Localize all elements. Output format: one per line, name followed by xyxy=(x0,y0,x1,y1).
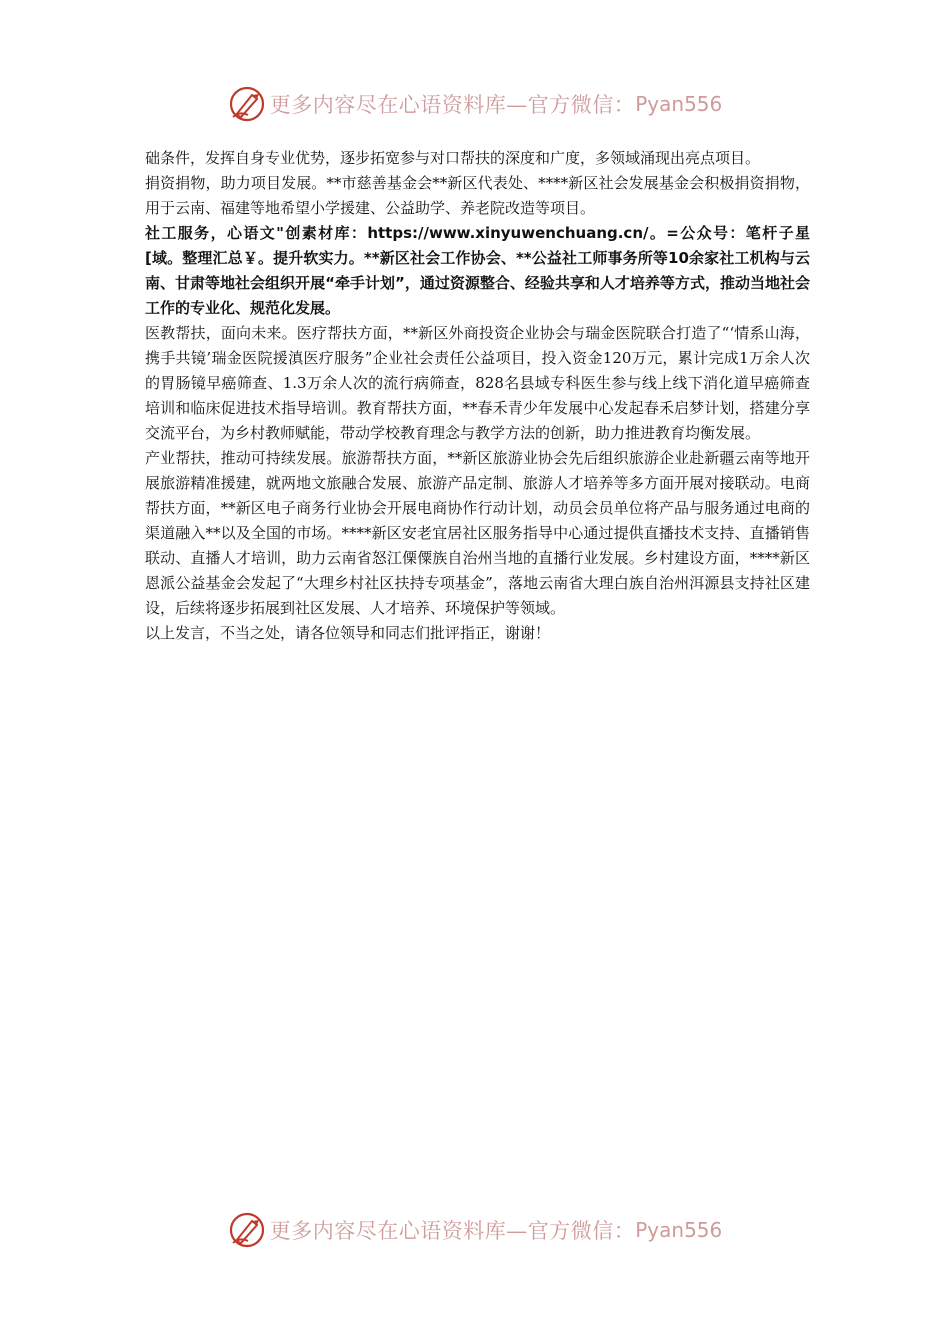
pen-nib-logo-icon xyxy=(228,1211,266,1249)
paragraph-3: 社工服务，心语文"创素材库：https://www.xinyuwenchuang.cn/。=公众号：笔杆子星[域。整理汇总￥。提升软实力。**新区社会工作协会、**公益社工师事务所等10余家社工机构与云南、甘肃等地社会组织开展“牵手计划”，通过资源整合、经验共享和人才培养等方式，推动当地社会工作的专业化、规范化发展。 xyxy=(145,224,810,317)
paragraph-2: 捐资捐物，助力项目发展。**市慈善基金会**新区代表处、****新区社会发展基金会积极捐资捐物，用于云南、福建等地希望小学援建、公益助学、养老院改造等项目。 xyxy=(145,174,810,217)
paragraph-5: 产业帮扶，推动可持续发展。旅游帮扶方面，**新区旅游业协会先后组织旅游企业赴新疆云南等地开展旅游精准援建，就两地文旅融合发展、旅游产品定制、旅游人才培养等多方面开展对接联动。电商帮扶方面，**新区电子商务行业协会开展电商协作行动计划，动员会员单位将产品与服务通过电商的渠道融入**以及全国的市场。****新区安老宜居社区服务指导中心通过提供直播技术支持、直播销售联动、直播人才培训，助力云南省怒江傈僳族自治州当地的直播行业发展。乡村建设方面，****新区恩派公益基金会发起了“大理乡村社区扶持专项基金”，落地云南省大理白族自治州洱源县支持社区建设，后续将逐步拓展到社区发展、人才培养、环境保护等领域。 xyxy=(145,449,810,617)
paragraph-1: 础条件，发挥自身专业优势，逐步拓宽参与对口帮扶的深度和广度，多领域涌现出亮点项目。 xyxy=(145,149,761,167)
paragraph-6: 以上发言，不当之处，请各位领导和同志们批评指正，谢谢！ xyxy=(145,624,551,642)
pen-nib-logo-icon xyxy=(228,85,266,123)
header-banner xyxy=(0,84,950,124)
banner-text: 更多内容尽在心语资料库—官方微信： xyxy=(269,1219,636,1243)
document-body xyxy=(145,146,810,646)
wechat-id: Pyan556 xyxy=(635,1218,723,1242)
wechat-id: Pyan556 xyxy=(635,92,723,116)
paragraph-4: 医教帮扶，面向未来。医疗帮扶方面，**新区外商投资企业协会与瑞金医院联合打造了“‘情系山海，携手共镜’瑞金医院援滇医疗服务”企业社会责任公益项目，投入资金120万元，累计完成1万余人次的胃肠镜早癌筛查、1.3万余人次的流行病筛查，828名县域专科医生参与线上线下消化道早癌筛查培训和临床促进技术指导培训。教育帮扶方面，**春禾青少年发展中心发起春禾启梦计划，搭建分享交流平台，为乡村教师赋能，带动学校教育理念与教学方法的创新，助力推进教育均衡发展。 xyxy=(145,324,810,442)
banner-text: 更多内容尽在心语资料库—官方微信： xyxy=(269,93,636,117)
footer-banner xyxy=(0,1210,950,1250)
